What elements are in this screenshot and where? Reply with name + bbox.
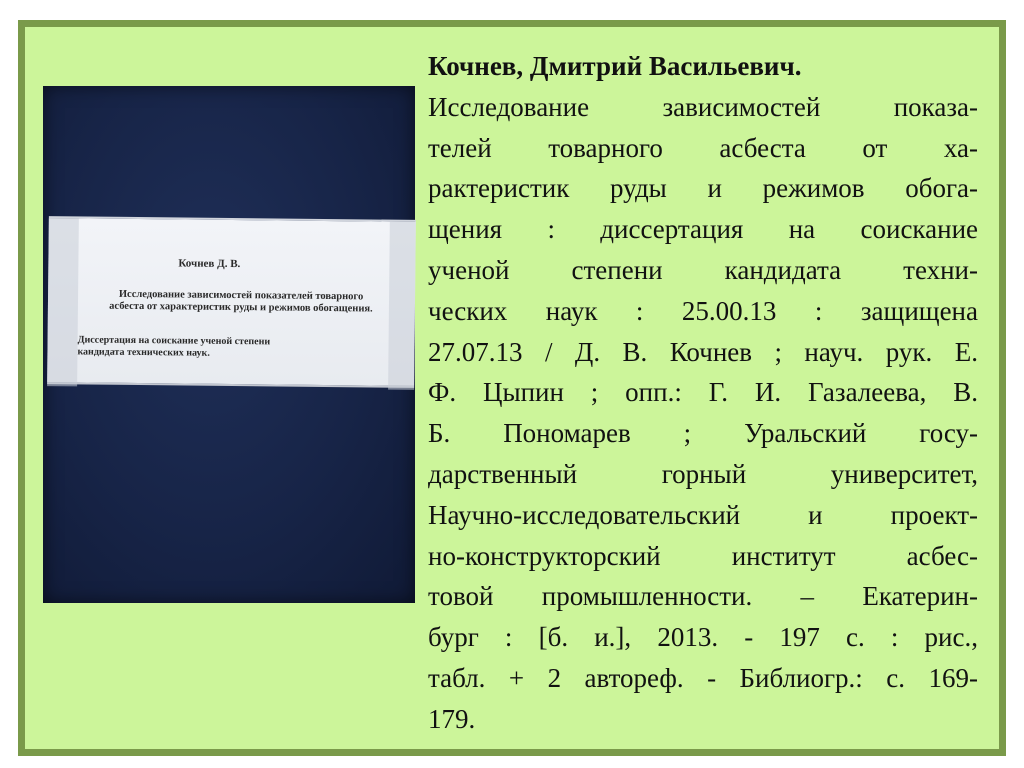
- bibliographic-record: [428, 46, 978, 740]
- dissertation-cover-photo: [43, 86, 415, 603]
- record-line: дарственный горный университет,: [428, 458, 978, 489]
- record-line: но-конструкторский институт асбес-: [428, 540, 978, 571]
- record-line: Ф. Цыпин ; опп.: Г. И. Газалеева, В.: [428, 377, 978, 408]
- record-line: телей товарного асбеста от ха-: [428, 132, 978, 163]
- record-line: Б. Пономарев ; Уральский госу-: [428, 418, 978, 449]
- record-line: 179.: [428, 703, 476, 734]
- cover-degree-note: Диссертация на соискание ученой степени кандидата технических наук.: [77, 334, 271, 359]
- record-line: бург : [б. и.], 2013. - 197 с. : рис.,: [428, 622, 978, 653]
- cover-title: Исследование зависимостей показателей товарного асбеста от характеристик руды и режимов обогащения.: [109, 288, 373, 315]
- cover-label: [47, 216, 416, 388]
- record-line: щения : диссертация на соискание: [428, 214, 978, 245]
- record-line: табл. + 2 автореф. - Библиогр.: с. 169-: [428, 662, 978, 693]
- record-line: товой промышленности. – Екатерин-: [428, 581, 978, 612]
- record-line: ческих наук : 25.00.13 : защищена: [428, 295, 978, 326]
- record-line: рактеристик руды и режимов обога-: [428, 173, 978, 204]
- record-line: ученой степени кандидата техни-: [428, 254, 978, 285]
- record-line: 27.07.13 / Д. В. Кочнев ; науч. рук. Е.: [428, 336, 978, 367]
- record-line: Научно-исследовательский и проект-: [428, 499, 978, 530]
- author-heading: Кочнев, Дмитрий Васильевич.: [428, 51, 802, 81]
- record-line: Исследование зависимостей показа-: [428, 91, 978, 122]
- cover-author: Кочнев Д. В.: [178, 257, 241, 271]
